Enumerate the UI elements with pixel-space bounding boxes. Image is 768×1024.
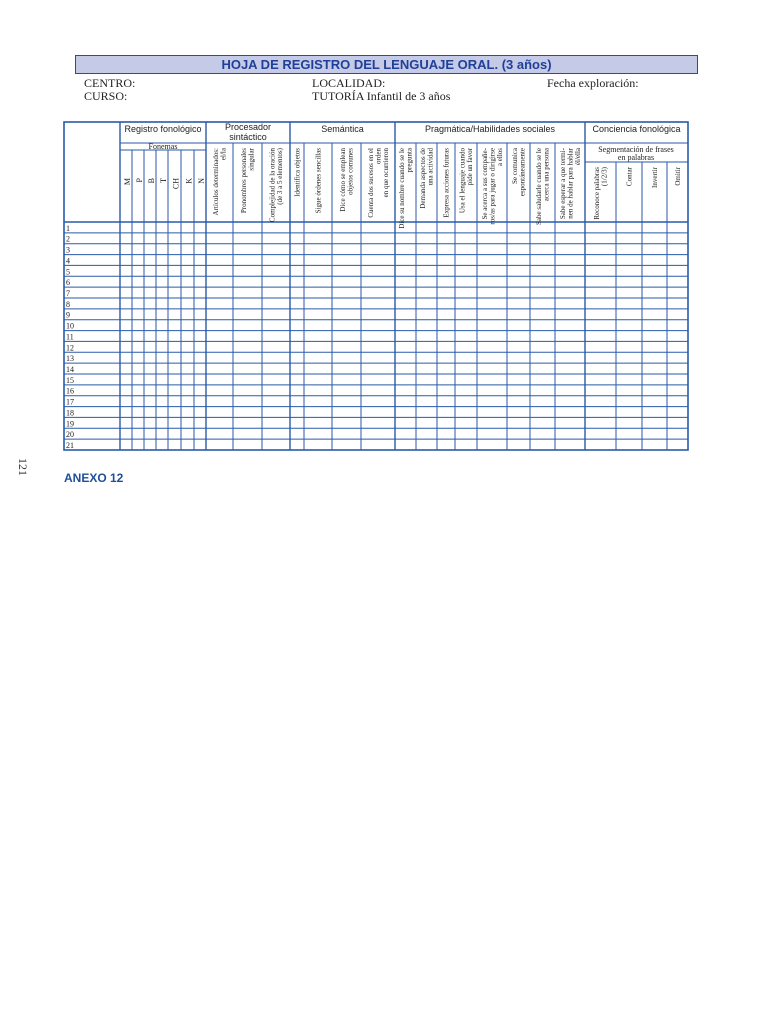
column-label-line: Dice su nombre cuando se le [398,148,407,229]
column-label-line: pide un favor [466,148,475,186]
phoneme-label [171,178,180,189]
page-number: 121 [16,458,30,476]
column-label-line: Dice cómo se emplean [339,148,348,212]
section-header-label: Semántica [321,124,364,134]
row-number: 1 [66,223,70,233]
phoneme-label [135,177,144,182]
column-label-line: Se comunica [511,148,520,184]
column-label-line: Sabe saludarle cuando se le [535,148,544,225]
row-number: 11 [66,332,74,342]
column-label-line: Sigue órdenes sencillas [314,148,323,214]
column-label-line: (de 3 a 5 elementos) [276,148,285,205]
section-header-label: Conciencia fonológica [592,124,681,134]
row-number: 2 [66,234,70,244]
column-label-line: espontáneamente [518,148,527,197]
row-number: 21 [66,441,74,450]
column-label-line: Invertir [650,167,659,188]
column-label-line: Artículos determinados: [212,148,221,216]
fecha-label: Fecha exploración: [547,76,639,90]
column-label [419,148,435,209]
section-header-label: sintáctico [229,132,267,142]
centro-label: CENTRO: [84,76,136,90]
fonemas-label: Fonemas [148,142,178,151]
phoneme-label [184,178,193,184]
column-label-line: él/ella [573,148,582,166]
curso-label: CURSO: [84,89,128,103]
column-label-line: una actividad [426,148,435,186]
phoneme-label-line: N [196,178,206,184]
phoneme-label-line: CH [171,178,181,190]
column-label [293,148,301,197]
row-number: 8 [66,299,70,309]
column-label [442,148,450,218]
phoneme-label-line: B [146,178,156,184]
column-label-line: Omitir [673,167,682,186]
phoneme-label-line: T [158,178,168,183]
row-number: 6 [66,278,70,288]
column-label-line: (1/2/3) [600,167,609,187]
phoneme-label-line: P [134,178,144,183]
tutoria-label: TUTORÍA Infantil de 3 años [312,89,451,103]
column-label [651,166,659,188]
column-label-line: el/la [219,148,228,161]
column-label-line: Identifica objetos [293,148,302,197]
column-label [535,147,551,225]
column-label-line: singular [247,148,256,171]
row-number: 7 [66,289,70,298]
column-label-line: a ellos [495,148,504,167]
column-label-line: Se acerca a sus compañe- [480,148,489,220]
phoneme-label-line: M [122,178,132,186]
row-number: 18 [66,408,74,418]
phoneme-label-line: K [184,178,194,184]
row-number: 20 [66,430,74,440]
phoneme-label [197,178,206,184]
column-label-line: en que ocurrieron [381,148,390,198]
phoneme-label [123,178,132,185]
column-label-line: orden [374,148,383,164]
column-label-line: Sabe esperar a que termi- [558,148,567,220]
column-label-line: Pronombres personales [240,148,249,214]
section-header-label: Procesador [224,122,272,132]
localidad-label: LOCALIDAD: [312,76,386,90]
column-label [339,148,355,212]
column-label [559,147,582,219]
column-label-line: Reconoce palabras [593,167,602,220]
row-number: 9 [66,310,70,320]
column-label-line: Demanda aspectos de [419,148,428,209]
column-label [314,148,322,214]
column-label [593,166,609,219]
column-label-line: Cuenta dos sucesos en el [366,148,375,218]
column-label-line: acerca una persona [542,148,551,202]
column-label-line: ros/as para jugar o dirigirse [488,148,497,225]
section-header-label: Pragmática/Habilidades sociales [424,124,556,134]
phoneme-label [159,178,168,183]
row-number: 12 [66,343,74,353]
phoneme-label [147,178,156,183]
row-number: 15 [66,375,74,385]
column-label [459,147,475,213]
column-label [674,166,682,185]
column-label [625,166,633,186]
column-label [240,147,256,213]
row-number: 4 [66,256,70,266]
column-label-line: objetos comunes [346,148,355,195]
column-label-line: Usa el lenguaje cuando [458,148,467,214]
row-number: 3 [66,245,70,255]
column-label [367,148,390,218]
row-number: 17 [66,397,74,407]
annex-label: ANEXO 12 [64,471,124,485]
page-title: HOJA DE REGISTRO DEL LENGUAJE ORAL. (3 años) [75,55,698,74]
column-label [398,147,414,229]
column-label-line: pregunta [405,148,414,173]
column-label [212,147,228,215]
row-number: 14 [66,365,74,374]
row-number: 16 [66,386,74,396]
row-number: 10 [66,321,74,331]
row-number: 5 [66,267,70,277]
segmentacion-label: Segmentación de frases [598,145,674,154]
row-number: 13 [66,354,74,364]
segmentacion-label: en palabras [617,153,655,162]
column-label-line: Contar [625,167,634,187]
column-label-line: Complejidad de la oración [268,148,277,223]
row-number: 19 [66,419,74,429]
section-header-label: Registro fonológico [124,124,202,134]
column-label [511,147,527,196]
column-label-line: Expresa acciones futuras [442,148,451,218]
column-label [269,147,285,222]
column-label [481,147,504,224]
column-label-line: nen de hablar para hablar [566,148,575,219]
